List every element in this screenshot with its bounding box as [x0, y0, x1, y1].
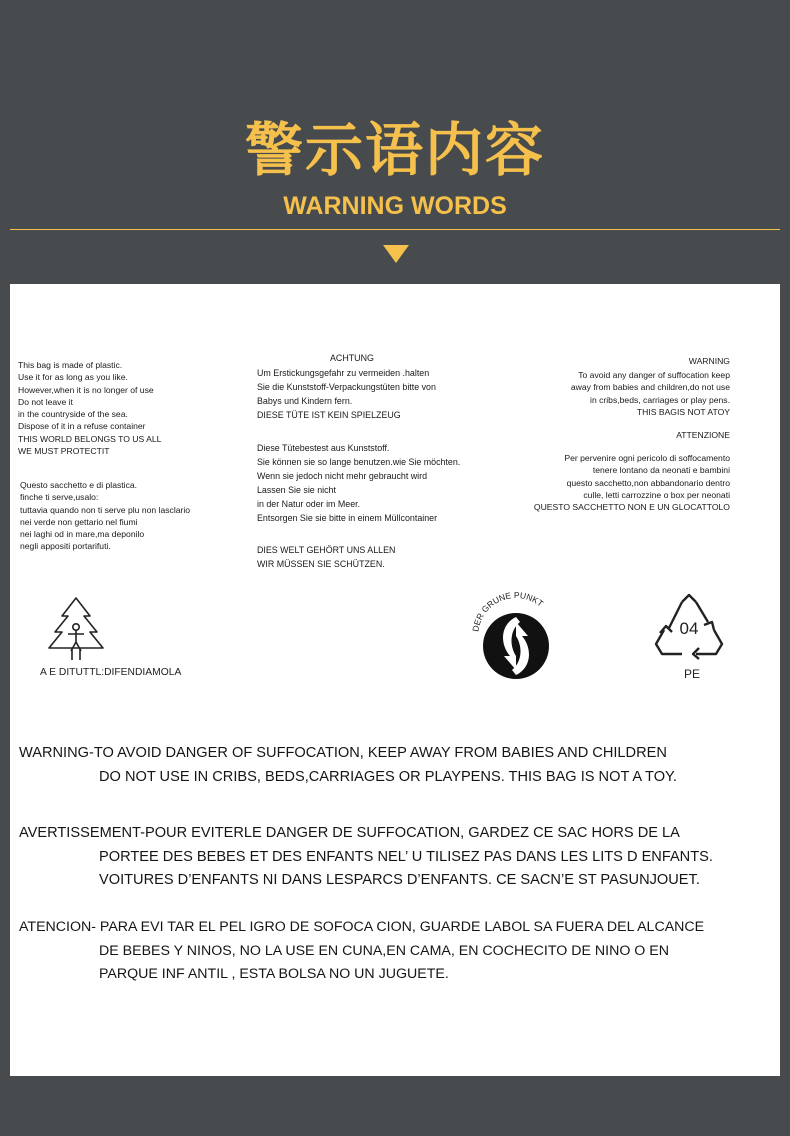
- text-line: DIESE TÜTE IST KEIN SPIELZEUG: [257, 410, 401, 421]
- text-line: in the countryside of the sea.: [18, 409, 128, 420]
- tree-person-icon: [46, 596, 106, 662]
- text-line: Lassen Sie sie nicht: [257, 485, 336, 496]
- text-line: To avoid any danger of suffocation keep: [578, 370, 730, 380]
- text-line: THIS BAGIS NOT ATOY: [636, 406, 730, 417]
- text-line: This bag is made of plastic.: [18, 360, 123, 370]
- heading: ATTENZIONE: [676, 430, 730, 440]
- text-line: Entsorgen Sie sie bitte in einem Müllcontainer: [257, 513, 438, 524]
- text-line: WIR MÜSSEN SIE SCHÜTZEN.: [257, 559, 385, 570]
- green-dot-icon: [470, 586, 562, 682]
- text-line: tenere lontano da neonati e bambini: [592, 465, 730, 476]
- attenzione-block: [534, 452, 730, 513]
- text-line: WE MUST PROTECTIT: [18, 446, 110, 457]
- german-block-2: [257, 441, 460, 526]
- text-line: However,when it is no longer of use: [18, 384, 154, 395]
- text-line: nei laghi od in mare,ma deponilo: [20, 529, 145, 540]
- text-line: Use it for as long as you like.: [18, 372, 128, 383]
- german-block-3: [257, 543, 395, 571]
- recycle-label: PE: [684, 667, 701, 681]
- text-line: AVERTISSEMENT-POUR EVITERLE DANGER DE SUFFOCATION, GARDEZ CE SAC HORS DE LA: [19, 825, 680, 841]
- text-line: PARQUE INF ANTIL , ESTA BOLSA NO UN JUGUETE.: [99, 966, 449, 982]
- text-line: Babys und Kindern fern.: [257, 396, 353, 407]
- text-line: VOITURES D’ENFANTS NI DANS LESPARCS D’ENFANTS. CE SACN’E ST PASUNJOUET.: [99, 872, 700, 888]
- text-line: Diese Tütebestest aus Kunststoff.: [257, 443, 390, 453]
- text-line: ATENCION- PARA EVI TAR EL PEL IGRO DE SOFOCA CION, GUARDE LABOL SA FUERA DEL ALCANCE: [19, 919, 705, 935]
- text-line: negli appositi portarifuti.: [20, 541, 111, 552]
- gold-divider: [10, 229, 780, 230]
- green-dot-label: DER GRUNE PUNKT: [470, 589, 546, 633]
- recycle-number: 04: [679, 619, 699, 638]
- text-line: away from babies and children,do not use: [570, 382, 730, 393]
- down-triangle-icon: [383, 245, 409, 263]
- recycle-icon: [652, 592, 726, 660]
- warning-block: [571, 369, 730, 418]
- attenzione-title: [676, 429, 730, 441]
- heading: WARNING: [688, 356, 730, 366]
- text-line: Um Erstickungsgefahr zu vermeiden .halten: [257, 368, 430, 378]
- text-line: finche ti serve,usalo:: [20, 492, 99, 503]
- text-line: DO NOT USE IN CRIBS, BEDS,CARRIAGES OR PLAYPENS. THIS BAG IS NOT A TOY.: [99, 768, 677, 785]
- text-line: in der Natur oder im Meer.: [257, 499, 361, 510]
- english-warning-block: [18, 359, 161, 457]
- text-line: THIS WORLD BELONGS TO US ALL: [18, 433, 162, 444]
- text-line: DE BEBES Y NINOS, NO LA USE EN CUNA,EN CAMA, EN COCHECITO DE NINO O EN: [99, 942, 669, 959]
- tree-icon-label: A E DITUTTL:DIFENDIAMOLA: [40, 667, 182, 678]
- text-line: Sie die Kunststoff-Verpackungstüten bitte von: [257, 382, 436, 393]
- text-line: tuttavia quando non ti serve plu non lasclario: [20, 504, 191, 515]
- text-line: Dispose of it in a refuse container: [18, 421, 146, 432]
- german-title: [330, 351, 374, 365]
- spanish-big-warning: [19, 916, 704, 987]
- text-line: DIES WELT GEHÖRT UNS ALLEN: [257, 545, 396, 555]
- text-line: in cribs,beds, carriages or play pens.: [590, 394, 730, 405]
- text-line: questo sacchetto,non abbandonario dentro: [566, 477, 730, 488]
- warning-title: [689, 355, 730, 367]
- text-line: Sie können sie so lange benutzen.wie Sie möchten.: [257, 457, 461, 468]
- text-line: Do not leave it: [18, 396, 73, 407]
- italian-left-block: [20, 479, 190, 553]
- english-big-warning: [19, 742, 677, 789]
- text-line: Questo sacchetto e di plastica.: [20, 480, 138, 490]
- french-big-warning: [19, 822, 713, 893]
- text-line: Wenn sie jedoch nicht mehr gebraucht wird: [257, 471, 428, 482]
- warning-panel: [10, 284, 780, 1076]
- text-line: nei verde non gettario nel fiumi: [20, 516, 138, 527]
- text-line: WARNING-TO AVOID DANGER OF SUFFOCATION, KEEP AWAY FROM BABIES AND CHILDREN: [19, 745, 667, 761]
- text-line: PORTEE DES BEBES ET DES ENFANTS NEL’ U TILISEZ PAS DANS LES LITS D ENFANTS.: [99, 848, 713, 865]
- text-line: Per pervenire ogni pericolo di soffocamento: [564, 453, 730, 463]
- text-line: QUESTO SACCHETTO NON E UN GLOCATTOLO: [533, 502, 730, 513]
- page-title-cn: 警示语内容: [244, 116, 545, 184]
- german-block-1: [257, 366, 436, 422]
- heading: ACHTUNG: [330, 353, 374, 363]
- text-line: culle, letti carrozzine o box per neonati: [583, 489, 730, 500]
- page-title-en: WARNING WORDS: [283, 192, 507, 220]
